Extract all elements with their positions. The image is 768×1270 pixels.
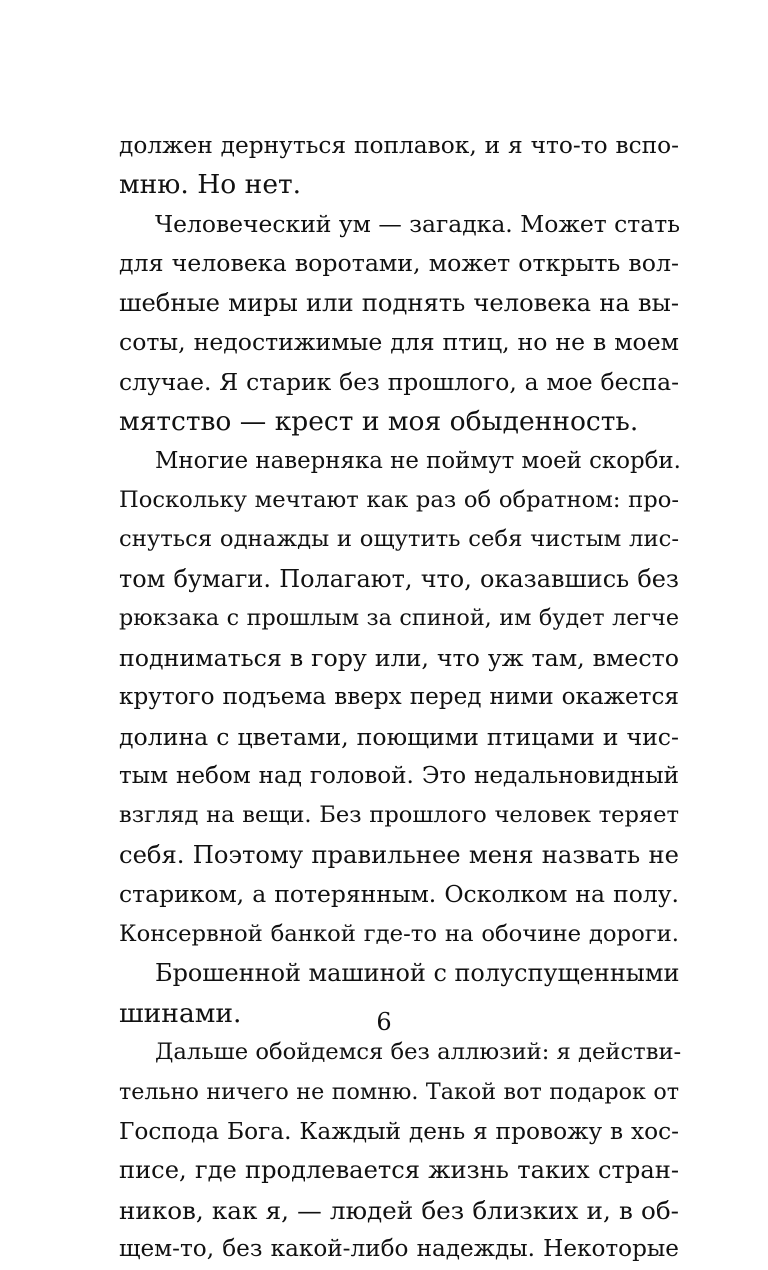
text-line: шинами.	[119, 997, 242, 1029]
text-line: писе, где продлевается жизнь таких стран-	[119, 1156, 679, 1185]
body-text	[119, 126, 682, 1270]
text-line: Господа Бога. Каждый день я провожу в хос-	[119, 1117, 679, 1145]
text-line: Дальше обойдемся без аллюзий: я действи-	[155, 1039, 682, 1066]
text-line: долина с цветами, поющими птицами и чис-	[119, 722, 679, 751]
text-line: взгляд на вещи. Без прошлого человек теряет	[119, 802, 679, 829]
text-line: Многие наверняка не поймут моей скорби.	[155, 447, 681, 474]
text-line: Консервной банкой где-то на обочине дороги.	[119, 920, 679, 947]
text-line: рюкзака с прошлым за спиной, им будет легче	[119, 605, 679, 632]
text-line: тым небом над головой. Это недальновидный	[119, 763, 679, 789]
text-line: случае. Я старик без прошлого, а мое беспа-	[119, 367, 679, 396]
text-line: шебные миры или поднять человека на вы-	[119, 288, 679, 317]
text-line: Брошенной машиной с полуспущенными	[155, 959, 680, 988]
text-line: мню. Но нет.	[119, 169, 302, 201]
text-line: том бумаги. Полагают, что, оказавшись без	[119, 564, 679, 593]
text-line: соты, недостижимые для птиц, но не в моем	[119, 328, 679, 357]
text-line: Человеческий ум — загадка. Может стать	[155, 209, 680, 238]
text-line: снуться однажды и ощутить себя чистым лис-	[119, 526, 679, 553]
text-line: щем-то, без какой-либо надежды. Некоторые	[119, 1236, 679, 1263]
text-line: должен дернуться поплавок, и я что-то вспо-	[119, 132, 679, 159]
text-line: крутого подъема вверх перед ними окажется	[119, 684, 679, 711]
text-line: мятство — крест и моя обыденность.	[119, 406, 639, 438]
text-line: ников, как я, — людей без близких и, в об-	[119, 1195, 679, 1225]
text-line: стариком, а потерянным. Осколком на полу.	[119, 880, 679, 909]
page-number: 6	[376, 1008, 392, 1036]
text-line: для человека воротами, может открыть вол-	[119, 249, 679, 278]
text-line: Поскольку мечтают как раз об обратном: про-	[119, 486, 679, 513]
text-line: себя. Поэтому правильнее меня назвать не	[119, 840, 679, 869]
text-line: тельно ничего не помню. Такой вот подарок от	[119, 1078, 679, 1105]
text-line: подниматься в гору или, что уж там, вместо	[119, 643, 679, 672]
